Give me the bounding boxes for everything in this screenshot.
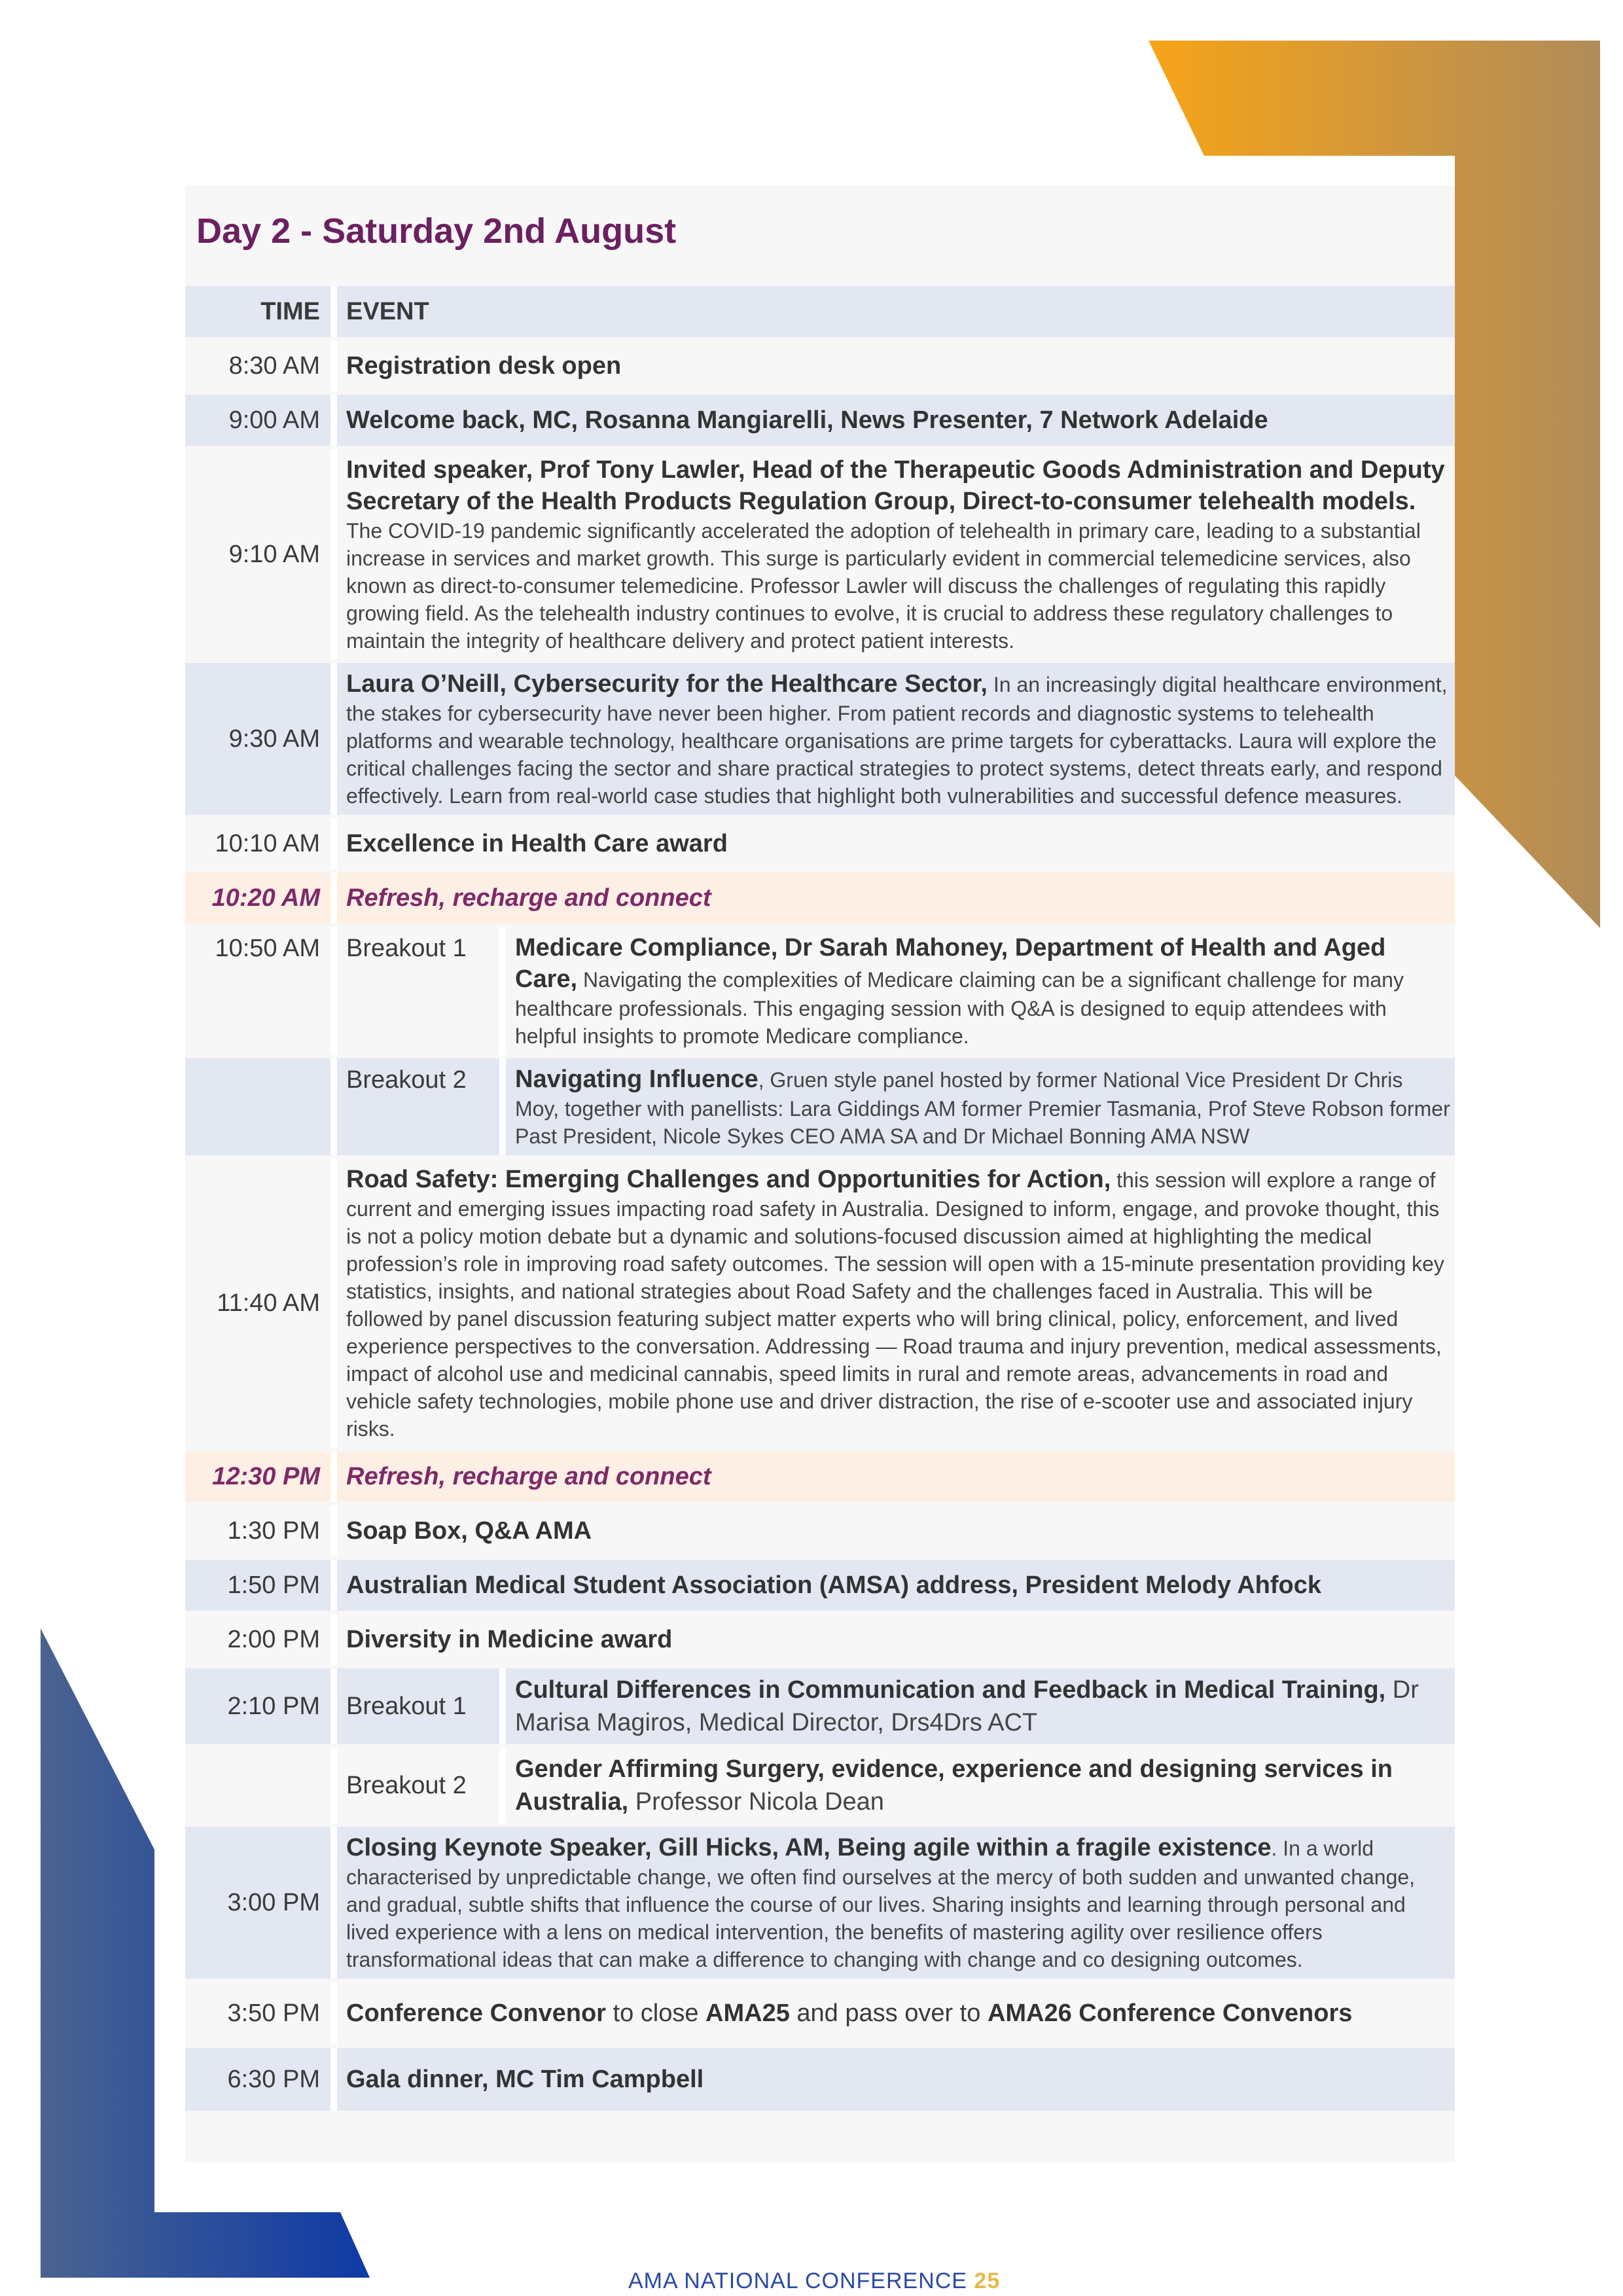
row-title: Soap Box, Q&A AMA <box>346 1517 592 1545</box>
table-row <box>185 927 1455 1055</box>
row-time: 2:10 PM <box>185 1668 337 1744</box>
pass-text: and pass over to <box>789 2000 988 2027</box>
row-time: 8:30 AM <box>185 340 337 391</box>
row-description: Navigating the complexities of Medicare claiming can be a significant challenge for many healthcare professionals. This engaging session with Q&A is designed to equip attendees with helpful insights to promote Medicare compliance. <box>515 968 1404 1048</box>
row-title: Refresh, recharge and connect <box>337 1451 1455 1502</box>
row-title: Road Safety: Emerging Challenges and Opportunities for Action, <box>346 1166 1111 1193</box>
table-row <box>185 1668 1455 1744</box>
event-header: EVENT <box>337 286 1455 337</box>
row-description: . In a world characterised by unpredictable change, we often find ourselves at the mercy of both sudden and unwanted change, and gradual, subtle shifts that influence the course of our lives. Sharing insights and learning through personal and lived experience with a lens on medical intervention, the benefits of mastering agility over resilience offers transformational ideas that can make a difference to changing with change and co designing outcomes. <box>346 1837 1416 1971</box>
row-time: 9:10 AM <box>185 449 337 660</box>
row-description: , Gruen style panel hosted by former National Vice President Dr Chris Moy, together with panellists: Lara Giddings AM former Premier Tasmania, Prof Steve Robson former Past President, Nicole Sykes CEO AMA SA and Dr Michael Bonning AMA NSW <box>515 1068 1450 1148</box>
table-row <box>185 340 1455 391</box>
table-row <box>185 1560 1455 1611</box>
row-title: Gala dinner, MC Tim Campbell <box>346 2066 704 2093</box>
row-time: 12:30 PM <box>185 1451 337 1502</box>
row-time: 1:30 PM <box>185 1505 337 1556</box>
row-title: Medicare Compliance, Dr Sarah Mahoney, Department of Health and Aged Care, <box>515 934 1386 993</box>
footer-text: AMA NATIONAL CONFERENCE <box>628 2269 974 2293</box>
row-time: 10:20 AM <box>185 872 337 924</box>
break-row <box>185 1451 1455 1502</box>
row-title: Cultural Differences in Communication and Feedback in Medical Training, <box>515 1676 1386 1704</box>
table-row <box>185 1505 1455 1556</box>
page-title: Day 2 - Saturday 2nd August <box>196 211 677 251</box>
break-row <box>185 872 1455 924</box>
ama26-text: AMA26 Conference Convenors <box>987 2000 1353 2027</box>
row-time: 3:00 PM <box>185 1827 337 1979</box>
row-time: 9:00 AM <box>185 395 337 446</box>
row-title: Invited speaker, Prof Tony Lawler, Head of the Therapeutic Goods Administration and Deputy Secretary of the Health Products Regulation Group, Direct-to-consumer telehealth models. <box>346 456 1445 515</box>
row-title: Closing Keynote Speaker, Gill Hicks, AM, Being agile within a fragile existence <box>346 1834 1272 1861</box>
row-time: 2:00 PM <box>185 1614 337 1665</box>
table-row <box>185 1982 1455 2045</box>
time-header: TIME <box>185 286 337 337</box>
table-row <box>185 1058 1455 1155</box>
row-title: Laura O’Neill, Cybersecurity for the Healthcare Sector, <box>346 670 988 698</box>
ama25-text: AMA25 <box>705 2000 790 2027</box>
row-time: 9:30 AM <box>185 663 337 815</box>
row-title: Excellence in Health Care award <box>346 830 728 857</box>
page-footer <box>628 2269 1000 2294</box>
table-row <box>185 663 1455 815</box>
table-header <box>185 286 1455 337</box>
breakout-label: Breakout 1 <box>337 927 506 1055</box>
row-description: Dr Marisa Magiros, Medical Director, Drs4Drs ACT <box>515 1676 1419 1736</box>
table-row <box>185 818 1455 869</box>
page-number: 25 <box>974 2269 1001 2293</box>
breakout-label: Breakout 2 <box>337 1748 506 1823</box>
table-row <box>185 2048 1455 2111</box>
table-row <box>185 1614 1455 1665</box>
row-time: 6:30 PM <box>185 2048 337 2111</box>
table-row <box>185 449 1455 660</box>
breakout-label: Breakout 1 <box>337 1668 506 1744</box>
row-time: 11:40 AM <box>185 1158 337 1448</box>
row-description: The COVID-19 pandemic significantly accelerated the adoption of telehealth in primary care, leading to a substantial increase in services and market growth. This surge is particularly evident in commercial telemedicine services, also known as direct-to-consumer telemedicine. Professor Lawler will discuss the challenges of regulating this rapidly growing field. As the telehealth industry continues to evolve, it is crucial to address these regulatory challenges to maintain the integrity of healthcare delivery and protect patient interests. <box>346 519 1421 653</box>
row-title: Gender Affirming Surgery, evidence, experience and designing services in Australia, <box>515 1755 1393 1816</box>
table-row <box>185 1748 1455 1823</box>
close-text: to close <box>605 2000 706 2027</box>
row-description: In an increasingly digital healthcare environment, the stakes for cybersecurity have never been higher. From patient records and diagnostic systems to telehealth platforms and wearable technology, healthcare organisations are prime targets for cyberattacks. Laura will explore the critical challenges facing the sector and share practical strategies to protect systems, detect threats early, and respond effectively. Learn from real-world case studies that highlight both vulnerabilities and successful defence measures. <box>346 673 1448 808</box>
table-row <box>185 1158 1455 1448</box>
row-description: this session will explore a range of current and emerging issues impacting road safety in Australia. Designed to inform, engage, and provoke thought, this is not a policy motion debate but a dynamic and solutions-focused discussion aimed at highlighting the medical profession’s role in improving road safety outcomes. The session will open with a 15-minute presentation providing key statistics, insights, and national strategies about Road Safety and the challenges faced in Australia. This will be followed by panel discussion featuring subject matter experts who will bring clinical, policy, enforcement, and lived experience perspectives to the conversation. Addressing — Road trauma and injury prevention, medical assessments, impact of alcohol use and medicinal cannabis, speed limits in rural and remote areas, advancements in road and vehicle safety technologies, mobile phone use and driver distraction, the rise of e-scooter use and associated injury risks. <box>346 1168 1444 1441</box>
breakout-label: Breakout 2 <box>337 1058 506 1155</box>
row-title: Registration desk open <box>346 352 622 380</box>
row-time: 3:50 PM <box>185 1982 337 2045</box>
schedule-table <box>185 283 1455 2114</box>
table-row <box>185 1827 1455 1979</box>
row-time: 1:50 PM <box>185 1560 337 1611</box>
row-time <box>185 1748 337 1823</box>
row-time: 10:10 AM <box>185 818 337 869</box>
convenor-text: Conference Convenor <box>346 2000 606 2027</box>
row-title: Welcome back, MC, Rosanna Mangiarelli, News Presenter, 7 Network Adelaide <box>346 406 1268 434</box>
row-title: Refresh, recharge and connect <box>337 872 1455 924</box>
row-time: 10:50 AM <box>185 927 337 1055</box>
row-title: Navigating Influence <box>515 1066 758 1093</box>
table-row <box>185 395 1455 446</box>
row-time <box>185 1058 337 1155</box>
row-title: Diversity in Medicine award <box>346 1626 673 1653</box>
row-title: Australian Medical Student Association (AMSA) address, President Melody Ahfock <box>346 1571 1322 1599</box>
row-description: Professor Nicola Dean <box>628 1788 884 1816</box>
